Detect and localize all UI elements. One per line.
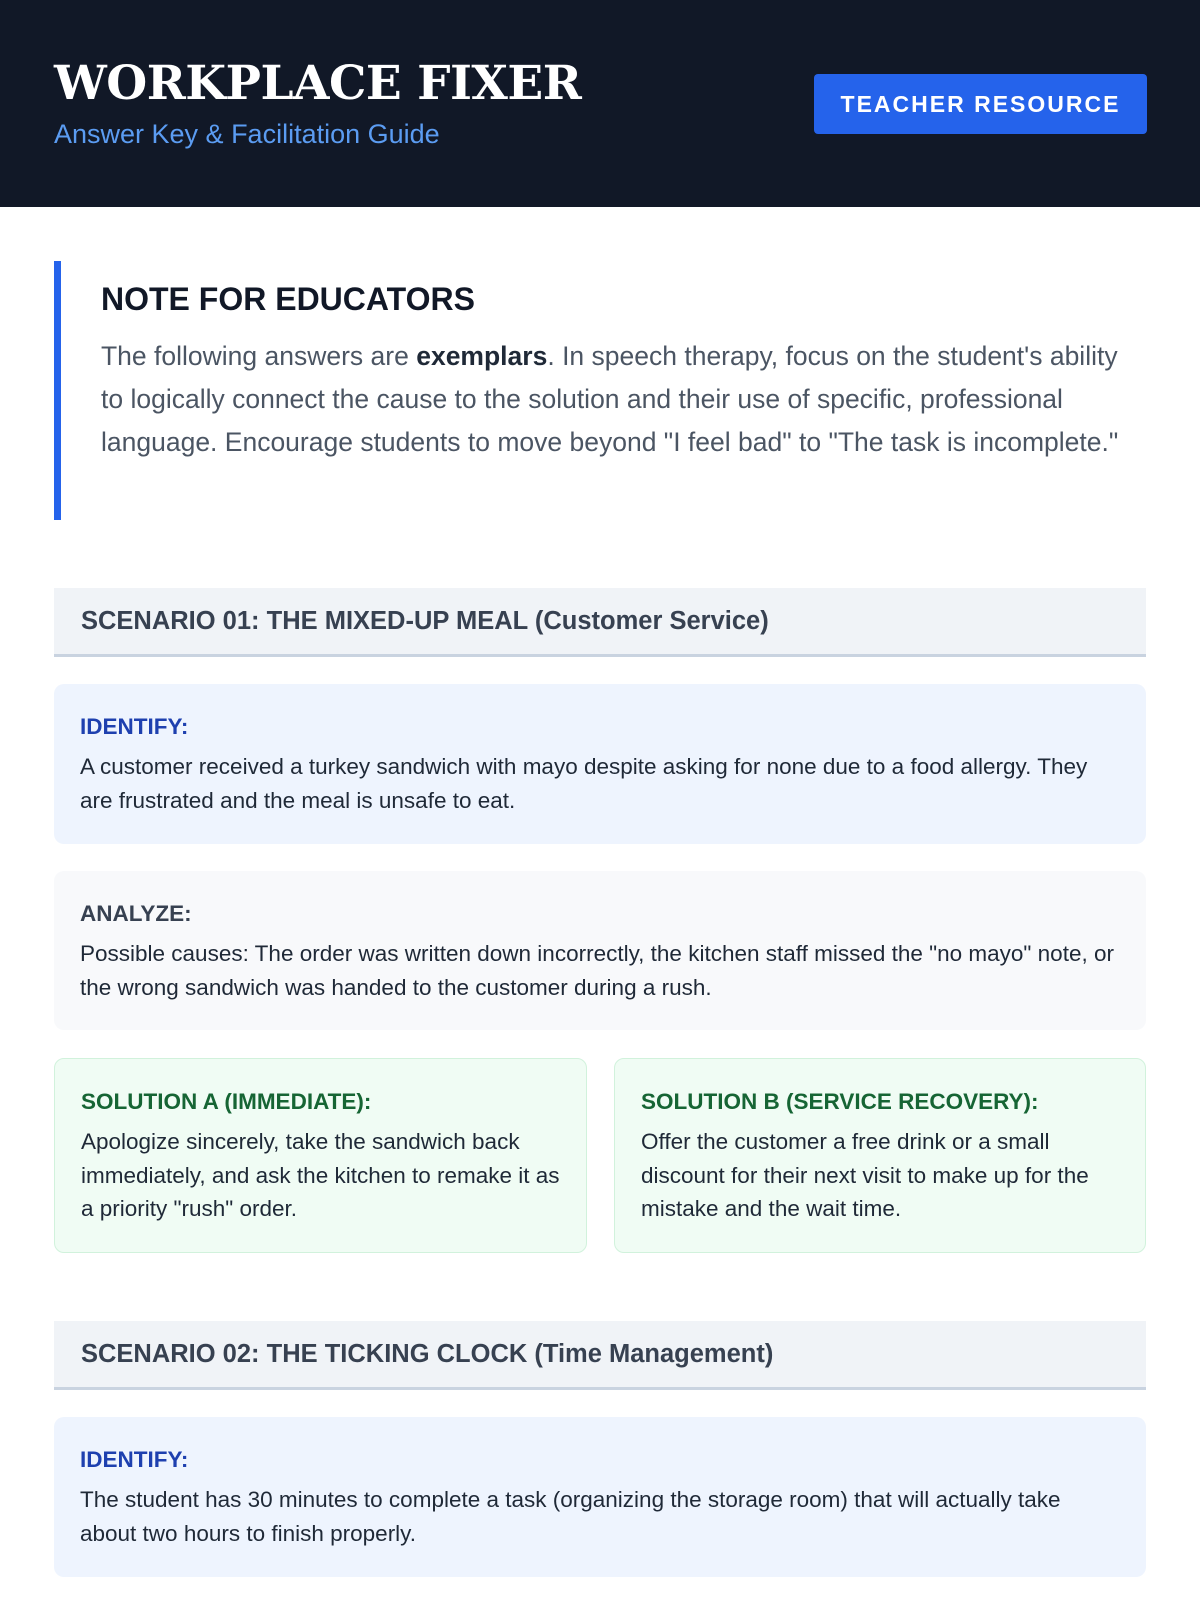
scenario-01-analyze-card [54, 871, 1146, 1030]
scenario-01-solution-b-card [614, 1058, 1146, 1253]
page-subtitle: Answer Key & Facilitation Guide [54, 119, 440, 149]
teacher-resource-badge: TEACHER RESOURCE [814, 74, 1147, 134]
note-body-emphasis: exemplars [416, 341, 548, 371]
solution-a-text: Apologize sincerely, take the sandwich back immediately, and ask the kitchen to remake it as a priority "rush" order. [81, 1129, 560, 1221]
identify-label: IDENTIFY: [80, 714, 189, 739]
analyze-label: ANALYZE: [80, 901, 192, 926]
scenario-01-identify-card [54, 684, 1146, 844]
identify-label: IDENTIFY: [80, 1447, 189, 1472]
scenario-02-header: SCENARIO 02: THE TICKING CLOCK (Time Management) [54, 1321, 1146, 1390]
note-title: NOTE FOR EDUCATORS [101, 281, 475, 317]
educator-note [54, 261, 1146, 520]
scenario-02-identify-card [54, 1417, 1146, 1577]
scenario-01-header: SCENARIO 01: THE MIXED-UP MEAL (Customer Service) [54, 588, 1146, 657]
note-body [101, 335, 1121, 464]
identify-text: A customer received a turkey sandwich with mayo despite asking for none due to a food allergy. They are frustrated and the meal is unsafe to eat. [80, 754, 1088, 813]
solution-b-text: Offer the customer a free drink or a small discount for their next visit to make up for the mistake and the wait time. [641, 1129, 1089, 1221]
identify-text: The student has 30 minutes to complete a task (organizing the storage room) that will actually take about two hours to finish properly. [80, 1487, 1061, 1546]
note-body-rest: . In speech therapy, focus on the student's ability to logically connect the cause to the solution and their use of specific, professional language. Encourage students to move beyond "I feel bad" to "The task is incomplete." [101, 341, 1119, 457]
scenario-01-solution-a-card [54, 1058, 587, 1253]
analyze-text: Possible causes: The order was written down incorrectly, the kitchen staff missed the "no mayo" note, or the wrong sandwich was handed to the customer during a rush. [80, 941, 1114, 1000]
note-body-intro: The following answers are [101, 341, 417, 371]
solution-a-label: SOLUTION A (IMMEDIATE): [81, 1089, 372, 1114]
page-title: WORKPLACE FIXER [54, 56, 582, 111]
solution-b-label: SOLUTION B (SERVICE RECOVERY): [641, 1089, 1039, 1114]
page-header [0, 0, 1200, 207]
